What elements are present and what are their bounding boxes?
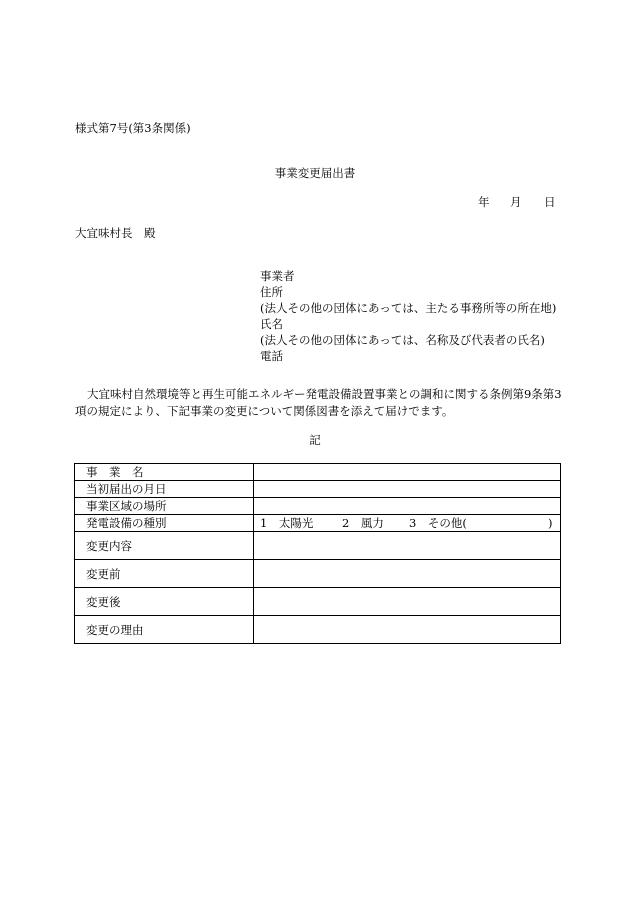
ki-label: 記 [309,433,321,447]
table-row [75,498,561,515]
date-line [478,194,556,210]
table-row [75,616,561,644]
row-value [254,588,561,616]
applicant-name-note: (法人その他の団体にあっては、名称及び代表者の氏名) [260,333,545,347]
applicant-phone: 電話 [260,349,283,363]
date-day: 日 [544,195,556,209]
applicant-name: 氏名 [260,317,283,331]
option-wind: 2 風力 [342,516,384,530]
row-label: 事 業 名 [75,464,254,481]
table-row [75,515,561,532]
applicant-label: 事業者 [260,269,295,283]
table-row [75,560,561,588]
date-year: 年 [478,195,490,209]
row-label: 変更後 [75,588,254,616]
row-label: 当初届出の月日 [75,481,254,498]
row-label: 変更の理由 [75,616,254,644]
body-text: 大宜味村自然環境等と再生可能エネルギー発電設備設置事業との調和に関する条例第9条第3項の規定により、下記事業の変更について関係図書を添えて届けでます。 [75,387,562,418]
form-table [74,463,561,644]
applicant-address-note: (法人その他の団体にあっては、主たる事務所等の所在地) [260,301,557,315]
document-title: 事業変更届出書 [274,166,356,180]
row-label: 変更前 [75,560,254,588]
row-label: 変更内容 [75,532,254,560]
option-solar: 1 太陽光 [260,516,314,530]
table-row [75,481,561,498]
addressee: 大宜味村長 殿 [75,226,156,240]
row-value [254,464,561,481]
table-row [75,588,561,616]
option-other-close: ) [548,516,553,530]
applicant-block [260,268,556,364]
table-row [75,532,561,560]
form-number: 様式第7号(第3条関係) [75,121,191,135]
row-value [254,481,561,498]
applicant-address: 住所 [260,285,283,299]
option-other: 3 その他( [409,516,467,530]
row-value [254,498,561,515]
generation-type-options [254,515,561,532]
row-value [254,532,561,560]
date-month: 月 [510,195,522,209]
row-label: 発電設備の種別 [75,515,254,532]
row-value [254,616,561,644]
table-row [75,464,561,481]
row-value [254,560,561,588]
row-label: 事業区域の場所 [75,498,254,515]
